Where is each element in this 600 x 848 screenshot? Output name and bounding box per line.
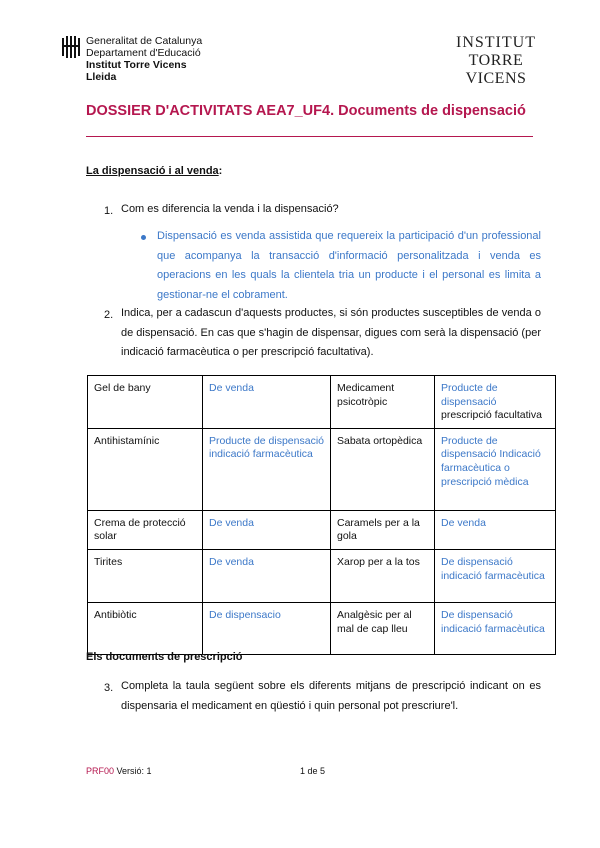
header-line: Lleida	[86, 71, 117, 83]
footer-code: PRF00	[86, 766, 115, 776]
question-number: 3.	[104, 682, 114, 694]
answer-cell: Producte de dispensació indicació farmacèutica	[203, 428, 331, 510]
footer-version-text: Versió: 1	[114, 766, 152, 776]
question-1-answer: Dispensació es venda assistida que requereix la participació d'un professional que acompanya la transacció d'informació personalitzada i venda es operacions en les quals la clientela tria un producte i el personal es limita a gestionar-ne el cobrament.	[157, 230, 541, 301]
bullet-icon	[141, 235, 146, 240]
table-row	[88, 602, 556, 654]
table-row	[88, 376, 556, 429]
logo-line: TORRE VICENS	[465, 52, 527, 87]
section-heading-text: La dispensació i al venda	[86, 165, 219, 177]
question-1-text: Com es diferencia la venda i la dispensació?	[121, 203, 339, 215]
answer-cell: De dispensació indicació farmacèutica	[435, 602, 556, 654]
header-line: Institut Torre Vicens	[86, 59, 187, 71]
answer-cell: De dispensació indicació farmacèutica	[435, 549, 556, 602]
section-heading	[86, 165, 222, 177]
product-cell: Analgèsic per al mal de cap lleu	[331, 602, 435, 654]
section-heading-colon: :	[218, 165, 223, 177]
header-line: Departament d'Educació	[86, 47, 201, 59]
answer-extra-text: prescripció facultativa	[441, 409, 542, 422]
product-cell: Caramels per a la gola	[331, 510, 435, 549]
answer-cell: De venda	[203, 549, 331, 602]
product-cell: Crema de protecció solar	[88, 510, 203, 549]
document-title: DOSSIER D'ACTIVITATS AEA7_UF4. Documents de dispensació	[86, 103, 526, 119]
answer-cell: De venda	[435, 510, 556, 549]
answer-cell: De dispensacio	[203, 602, 331, 654]
generalitat-header	[86, 35, 202, 83]
title-divider	[86, 136, 533, 137]
product-cell: Tirites	[88, 549, 203, 602]
institut-logo	[440, 34, 552, 88]
header-line: Generalitat de Catalunya	[86, 35, 203, 47]
generalitat-logo-icon	[62, 36, 80, 58]
page-number: 1 de 5	[300, 766, 326, 776]
product-cell: Antibiòtic	[88, 602, 203, 654]
answer-cell	[435, 376, 556, 429]
product-cell: Sabata ortopèdica	[331, 428, 435, 510]
section-heading: Els documents de prescripció	[86, 651, 243, 663]
answer-cell: De venda	[203, 376, 331, 429]
footer-version	[86, 766, 152, 776]
answer-text: Producte de dispensació	[441, 382, 498, 408]
answer-cell: De venda	[203, 510, 331, 549]
table-row	[88, 428, 556, 510]
table-row	[88, 549, 556, 602]
logo-line: INSTITUT	[456, 34, 536, 51]
question-number: 1.	[104, 205, 114, 217]
question-2-text: Indica, per a cadascun d'aquests productes, si són productes susceptibles de venda o de dispensació. En cas que s'hagin de dispensar, digues com serà la dispensació (per indicació farmacèutica o per prescripció facultativa).	[121, 307, 541, 358]
product-cell: Antihistamínic	[88, 428, 203, 510]
product-cell: Xarop per a la tos	[331, 549, 435, 602]
product-cell: Gel de bany	[88, 376, 203, 429]
question-number: 2.	[104, 309, 114, 321]
table-row	[88, 510, 556, 549]
products-table	[87, 375, 556, 655]
answer-cell: Producte de dispensació Indicació farmacèutica o prescripció mèdica	[435, 428, 556, 510]
product-cell: Medicament psicotròpic	[331, 376, 435, 429]
question-3-text: Completa la taula següent sobre els diferents mitjans de prescripció indicant on es dispensaria el medicament en qüestió i quin personal pot prescriure'l.	[121, 680, 541, 712]
